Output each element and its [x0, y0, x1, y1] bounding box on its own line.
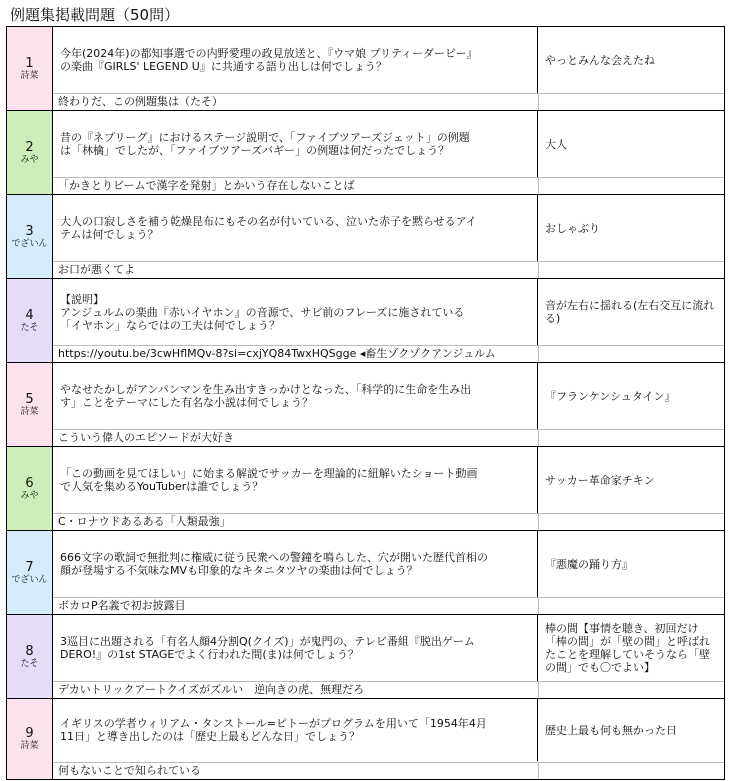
question-text: やなせたかしがアンパンマンを生み出すきっかけとなった、「科学的に生命を生み出 す」ことをテーマにした有名な小説は何でしょう？	[54, 363, 538, 429]
question-number: 5	[25, 391, 34, 407]
answer-text: サッカー革命家チキン	[545, 473, 655, 487]
note-text: こういう偉人のエピソードが大好き	[53, 430, 539, 446]
note-text: C・ロナウドあるある「人類最強」	[53, 514, 539, 530]
number-cell	[7, 279, 53, 362]
note-text: ボカロP名義で初お披露目	[53, 598, 539, 614]
note-row	[53, 597, 724, 614]
note-row	[53, 681, 724, 698]
table-row	[7, 279, 724, 363]
question-number: 9	[25, 726, 34, 741]
answer-text: おしゃぶり	[545, 221, 600, 235]
number-cell	[7, 195, 53, 278]
question-number: 4	[25, 307, 34, 323]
answer-text: 棒の間【事情を聴き、初回だけ「棒の間」が「壁の間」と呼ばれたことを理解していそうなら「壁の間」でも〇でよい】	[545, 622, 710, 674]
table-row	[7, 531, 724, 615]
question-table	[6, 26, 725, 780]
answer-text: 音が左右に揺れる(左右交互に流れる)	[545, 299, 715, 325]
note-text: 終わりだ、この例題集は（たそ）	[53, 94, 539, 110]
answer-text: やっとみんな会えたね	[545, 53, 655, 67]
answer-text: 大人	[545, 137, 567, 151]
question-number: 6	[25, 475, 34, 491]
author-name: 詩菜	[20, 741, 39, 751]
author-name: たそ	[20, 658, 39, 669]
table-row	[7, 363, 724, 447]
note-row	[53, 513, 724, 530]
author-name: みや	[20, 490, 39, 501]
table-row	[7, 615, 724, 699]
question-text: 666文字の歌詞で無批判に権威に従う民衆への警鐘を鳴らした、穴が開いた歴代首相の 顔が登場する不気味なMVも印象的なキタニタツヤの楽曲は何でしょう？	[54, 531, 538, 597]
answer-text: 『悪魔の踊り方』	[545, 557, 633, 571]
table-row	[7, 447, 724, 531]
author-name: でざいん	[11, 238, 48, 249]
number-cell	[7, 615, 53, 698]
question-text: 今年(2024年)の都知事選での内野愛理の政見放送と、『ウマ娘 プリティーダービー』 の楽曲『GIRLS' LEGEND U』に共通する語り出しは何でしょう？	[54, 27, 538, 93]
note-text: https://youtu.be/3cwHflMQv-8?si=cxjYQ84TwxHQSgge ◂畜生ゾクゾクアンジュルム	[53, 346, 539, 362]
note-row	[53, 762, 724, 779]
note-text: お口が悪くてよ	[53, 262, 539, 278]
number-cell	[7, 699, 53, 779]
number-cell	[7, 363, 53, 446]
author-name: 詩菜	[20, 70, 39, 81]
table-row	[7, 699, 724, 779]
question-text: 昔の『ネプリーグ』におけるステージ説明で、「ファイブツアーズジェット」の例題 は「林檎」でしたが、「ファイブツアーズバギー」の例題は何だったでしょう？	[54, 111, 538, 177]
question-number: 7	[25, 559, 34, 575]
question-number: 2	[25, 139, 34, 155]
author-name: たそ	[20, 322, 39, 333]
question-number: 3	[25, 223, 34, 239]
question-text: 大人の口寂しさを補う乾燥昆布にもその名が付いている、泣いた赤子を黙らせるアイ テムは何でしょう？	[54, 195, 538, 261]
answer-text: 歴史上最も何も無かった日	[545, 723, 677, 737]
number-cell	[7, 27, 53, 110]
author-name: 詩菜	[20, 406, 39, 417]
number-cell	[7, 447, 53, 530]
note-row	[53, 93, 724, 110]
table-row	[7, 27, 724, 111]
question-number: 8	[25, 643, 34, 659]
question-text: 3巡目に出題される「有名人顔4分割Q(クイズ)」が鬼門の、テレビ番組『脱出ゲーム DERO!』の1st STAGEでよく行われた間(ま)は何でしょう？	[54, 615, 538, 681]
number-cell	[7, 111, 53, 194]
note-text: 何もないことで知られている	[53, 763, 539, 779]
note-text: 「かきとりビームで漢字を発射」とかいう存在しないことば	[53, 178, 539, 194]
note-row	[53, 345, 724, 362]
number-cell	[7, 531, 53, 614]
table-row	[7, 111, 724, 195]
page-title: 例題集掲載問題（50問）	[10, 6, 180, 24]
note-row	[53, 177, 724, 194]
note-text: デカいトリックアートクイズがズルい 逆向きの虎、無理だろ	[53, 682, 539, 698]
table-row	[7, 195, 724, 279]
question-text: イギリスの学者ウィリアム・タンストール=ピトーがプログラムを用いて「1954年4月 11日」と導き出したのは「歴史上最もどんな日」でしょう？	[54, 699, 538, 761]
note-row	[53, 261, 724, 278]
question-text: 「この動画を見てほしい」に始まる解説でサッカーを理論的に紐解いたショート動画 で人気を集めるYouTuberは誰でしょう？	[54, 447, 538, 513]
author-name: みや	[20, 154, 39, 165]
question-number: 1	[25, 55, 34, 71]
note-row	[53, 429, 724, 446]
question-text: 【説明】 アンジュルムの楽曲『赤いイヤホン』の音源で、サビ前のフレーズに施されている 「イヤホン」ならではの工夫は何でしょう？	[54, 279, 538, 345]
author-name: でざいん	[11, 574, 48, 585]
answer-text: 『フランケンシュタイン』	[545, 389, 676, 403]
